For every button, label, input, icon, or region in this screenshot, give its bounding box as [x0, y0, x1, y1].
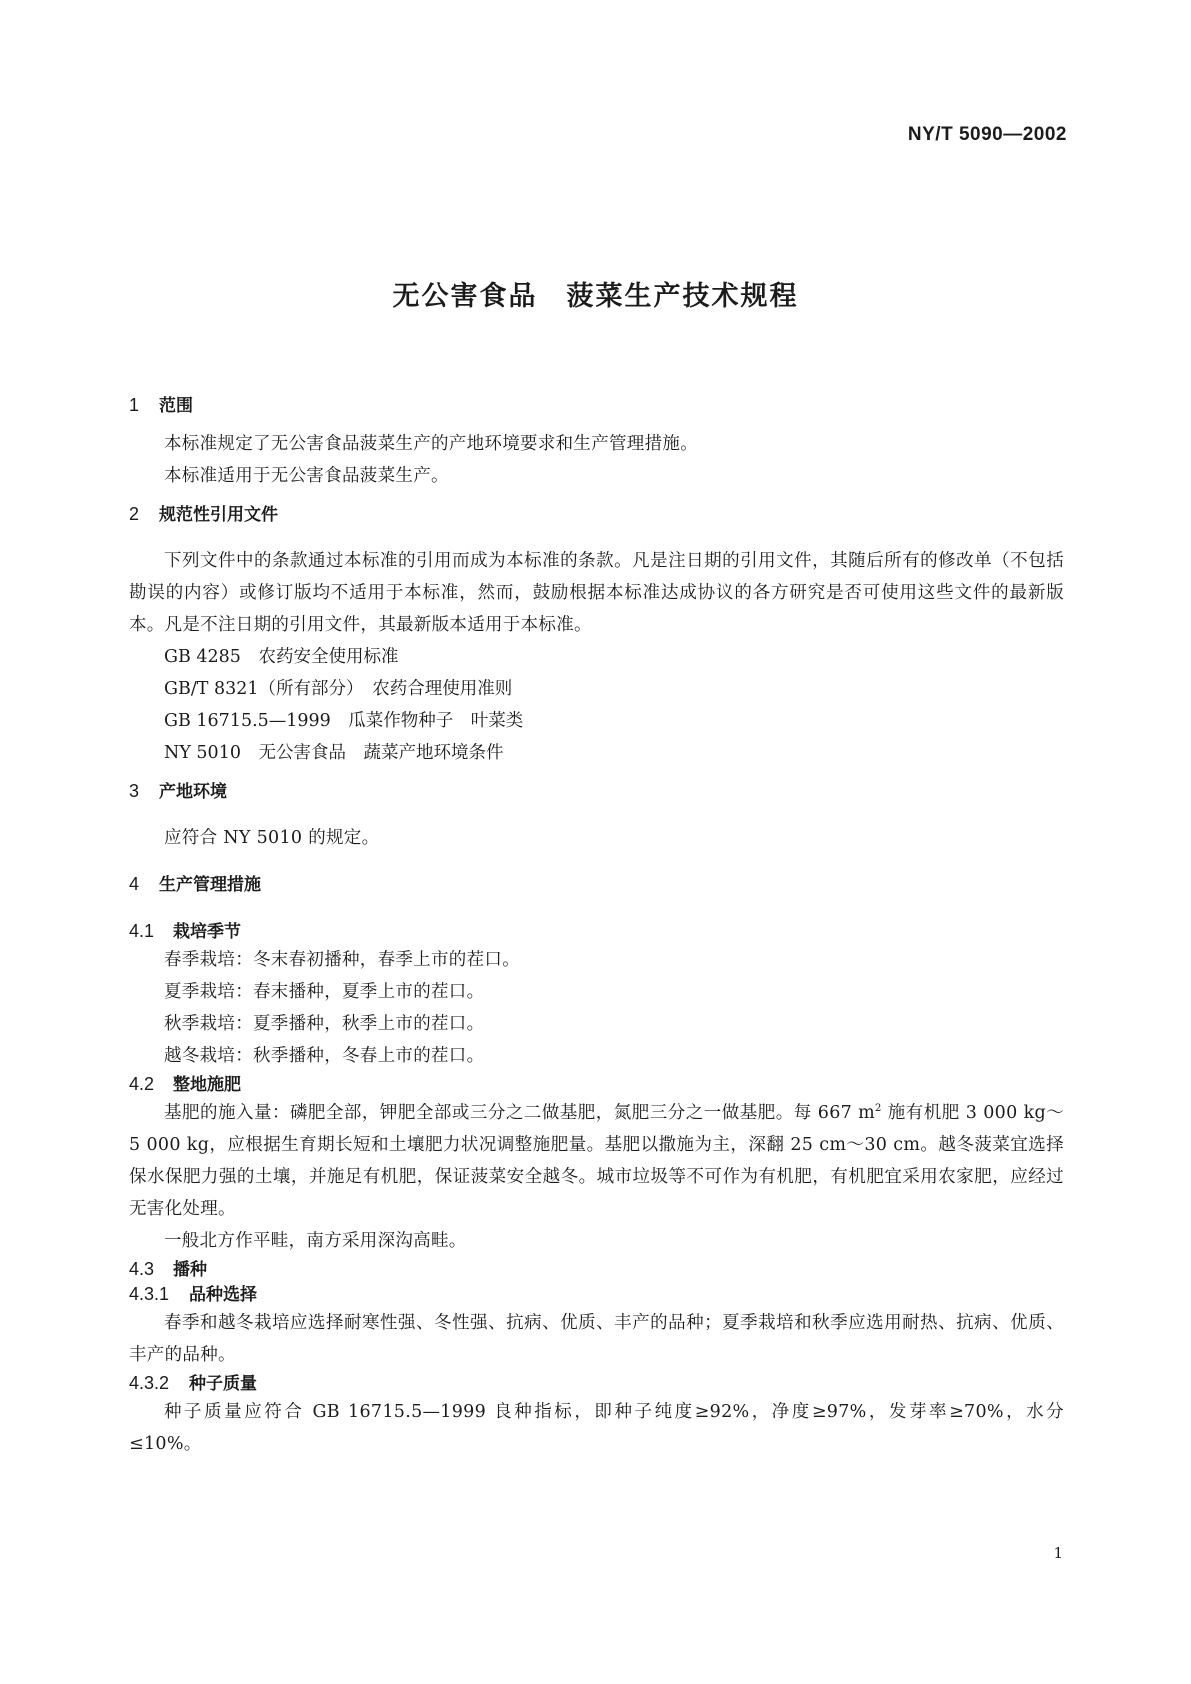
- section-number: 1: [129, 395, 140, 415]
- reference-item: NY 5010 无公害食品 蔬菜产地环境条件: [164, 743, 504, 763]
- reference-item: GB 4285 农药安全使用标准: [164, 647, 399, 667]
- subsection-4-3-heading: [129, 1257, 1064, 1282]
- variety-paragraph: 春季和越冬栽培应选择耐寒性强、冬性强、抗病、优质、丰产的品种；夏季栽培和秋季应选用耐热、抗病、优质、丰产的品种。: [129, 1313, 1064, 1365]
- section-4-heading: [129, 872, 1064, 897]
- season-item: 越冬栽培：秋季播种，冬春上市的茬口。: [164, 1046, 485, 1066]
- section-number: 3: [129, 781, 140, 801]
- section-1-heading: [129, 393, 1064, 418]
- subsection-number: 4.3: [129, 1259, 155, 1279]
- section-title: 范围: [159, 396, 193, 416]
- section-title: 生产管理措施: [159, 875, 261, 895]
- reference-item: GB/T 8321（所有部分） 农药合理使用准则: [164, 679, 513, 699]
- section-number: 2: [129, 504, 140, 524]
- page-number: 1: [1053, 1544, 1063, 1562]
- subsection-4-2-heading: [129, 1072, 1064, 1097]
- subsection-4-3-2-heading: [129, 1371, 1064, 1396]
- section-3-heading: [129, 779, 1064, 804]
- section-3-paragraph: 应符合 NY 5010 的规定。: [164, 828, 380, 848]
- subsection-number: 4.3.2: [129, 1373, 170, 1393]
- section-number: 4: [129, 874, 140, 894]
- subsection-4-3-1-heading: [129, 1282, 1064, 1307]
- section-1-paragraph-1: 本标准规定了无公害食品菠菜生产的产地环境要求和生产管理措施。: [164, 434, 698, 454]
- unit-superscript: 2: [875, 1103, 882, 1114]
- subsection-number: 4.3.1: [129, 1284, 170, 1304]
- subsection-title: 种子质量: [189, 1374, 257, 1394]
- bed-paragraph: 一般北方作平畦，南方采用深沟高畦。: [164, 1231, 467, 1251]
- subsection-title: 播种: [173, 1260, 207, 1280]
- subsection-4-1-heading: [129, 919, 1064, 944]
- season-item: 夏季栽培：春末播种，夏季上市的茬口。: [164, 982, 485, 1002]
- seed-quality-paragraph: 种子质量应符合 GB 16715.5—1999 良种指标，即种子纯度≥92%，净度≥97%，发芽率≥70%，水分≤10%。: [129, 1402, 1064, 1454]
- subsection-title: 整地施肥: [173, 1075, 241, 1095]
- document-body: [129, 393, 1064, 1460]
- fertilizer-text-a: 基肥的施入量：磷肥全部，钾肥全部或三分之二做基肥，氮肥三分之一做基肥。每 667 m: [164, 1103, 876, 1123]
- fertilizer-text-b: 施有机肥 3 000 kg～5 000 kg，应根据生育期长短和土壤肥力状况调整施肥量。基肥以撒施为主，深翻 25 cm～30 cm。越冬菠菜宜选择保水保肥力强的土壤，并施足有机肥，保证菠菜安全越冬。城市垃圾等不可作为有机肥，有机肥宜采用农家肥，应经过无害化处理。: [129, 1103, 1065, 1219]
- section-2-intro: 下列文件中的条款通过本标准的引用而成为本标准的条款。凡是注日期的引用文件，其随后所有的修改单（不包括勘误的内容）或修订版均不适用于本标准，然而，鼓励根据本标准达成协议的各方研究是否可使用这些文件的最新版本。凡是不注日期的引用文件，其最新版本适用于本标准。: [129, 551, 1064, 635]
- season-item: 秋季栽培：夏季播种，秋季上市的茬口。: [164, 1014, 485, 1034]
- subsection-number: 4.1: [129, 921, 155, 941]
- fertilizer-paragraph: [129, 1097, 1064, 1225]
- standard-code: NY/T 5090—2002: [907, 124, 1067, 145]
- document-title: 无公害食品 菠菜生产技术规程: [392, 281, 799, 312]
- section-1-paragraph-2: 本标准适用于无公害食品菠菜生产。: [164, 466, 449, 486]
- section-title: 规范性引用文件: [159, 505, 278, 525]
- subsection-number: 4.2: [129, 1074, 155, 1094]
- subsection-title: 栽培季节: [173, 922, 241, 942]
- season-item: 春季栽培：冬末春初播种，春季上市的茬口。: [164, 950, 520, 970]
- section-2-heading: [129, 502, 1064, 527]
- section-title: 产地环境: [159, 782, 227, 802]
- reference-item: GB 16715.5—1999 瓜菜作物种子 叶菜类: [164, 711, 524, 731]
- subsection-title: 品种选择: [189, 1285, 257, 1305]
